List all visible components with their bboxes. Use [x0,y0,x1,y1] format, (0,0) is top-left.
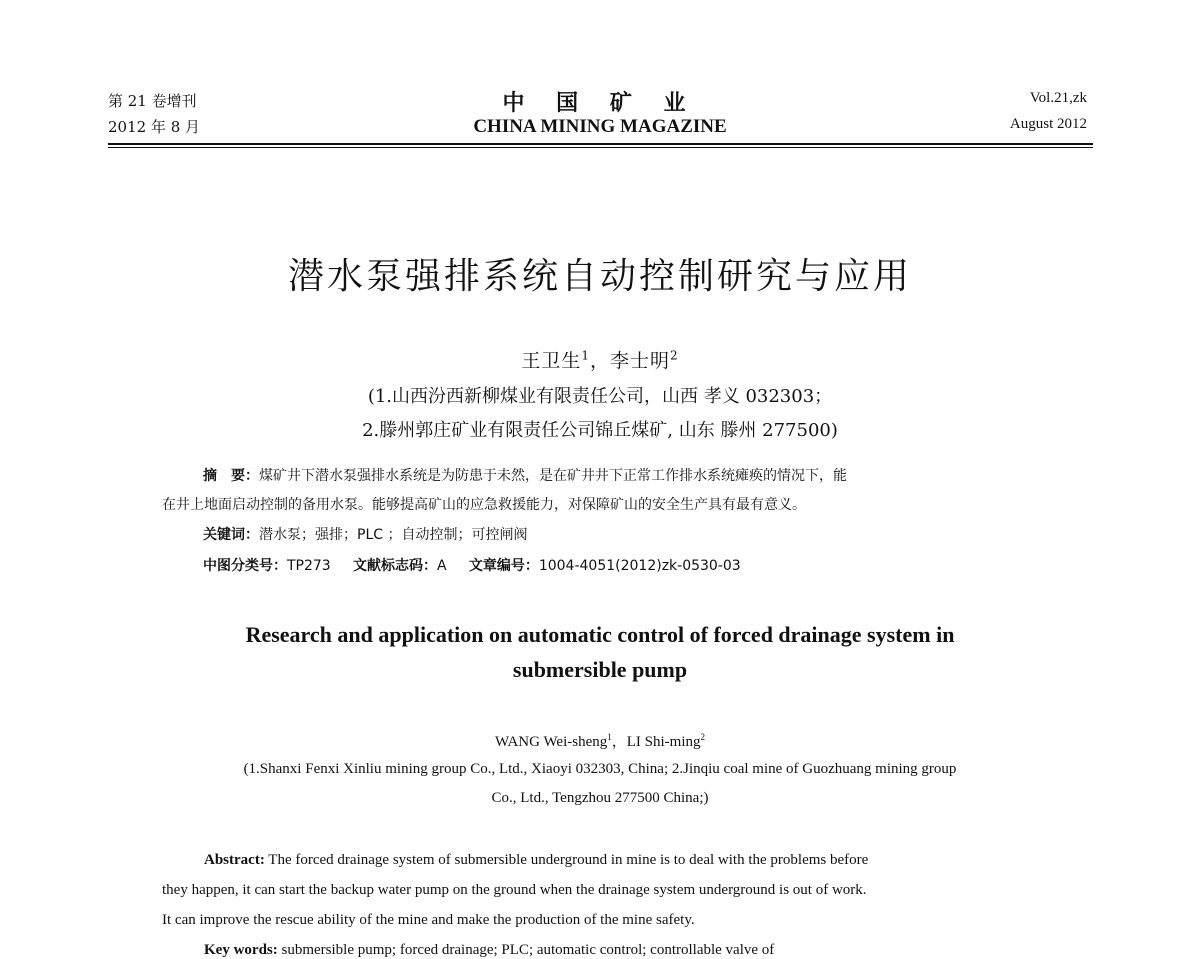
volume-issue: 第 21 卷增刊 [108,92,197,110]
paper-title-en-line2: submersible pump [512,657,688,682]
author-2-cn: 李士明 [610,350,671,372]
abstract-en-line1: Abstract: The forced drainage system of submersible underground in mine is to deal with the problems before [204,852,869,868]
clc-label: 中图分类号： [203,558,287,574]
volume-en: Vol.21,zk [1029,90,1087,106]
affiliation-cn-2: 2.滕州郭庄矿业有限责任公司锦丘煤矿, 山东 滕州 277500) [362,420,838,441]
date-en: August 2012 [1009,116,1087,132]
abstract-en-label: Abstract: [204,852,265,868]
keywords-cn-text: 潜水泵；强排；PLC ；自动控制；可控闸阀 [259,527,528,543]
author-2-affil-mark: 2 [670,348,679,363]
affiliation-en-1: (1.Shanxi Fenxi Xinliu mining group Co., Ltd., Xiaoyi 032303, China; 2.Jinqiu coal mine of Guozhuang mining group [243,761,957,777]
authors-cn [0,346,1200,373]
keywords-en [204,942,774,959]
author-separator: ， [589,350,610,372]
author-1-en: WANG Wei-sheng [494,734,608,750]
magazine-title-cn: 中 国 矿 业 [502,91,698,116]
authors-en: WANG Wei-sheng$^1$，LI Shi-ming$^2$ [494,732,705,750]
article-no-label: 文章编号： [468,558,539,574]
abstract-en-line2: they happen, it can start the backup water pump on the ground when the drainage system underground is out of work. [162,882,867,898]
paper-title-cn: 潜水泵强排系统自动控制研究与应用 [287,256,912,297]
affiliation-en-2: Co., Ltd., Tengzhou 277500 China;) [491,790,709,806]
affiliation-cn-1: (1.山西汾西新柳煤业有限责任公司，山西 孝义 032303； [367,386,833,407]
keywords-cn [203,524,527,544]
abstract-en-line3: It can improve the rescue ability of the mine and make the production of the mine safety. [162,912,695,928]
clc-value: TP273 [287,558,331,574]
abstract-cn-line2: 在井上地面启动控制的备用水泵。能够提高矿山的应急救援能力，对保障矿山的安全生产具有最有意义。 [162,497,806,513]
abstract-cn-line1: 摘 要：煤矿井下潜水泵强排水系统是为防患于未然，是在矿井井下正常工作排水系统瘫痪的情况下，能 [203,468,847,484]
author-2-en: LI Shi-ming [626,734,701,750]
header-rule-thin [108,147,1093,148]
doc-code-label: 文献标志码： [352,558,437,574]
header-rule-thick [108,143,1093,145]
keywords-en-label: Key words: [204,942,278,958]
author-1-cn: 王卫生 [521,350,582,372]
article-no-value: 1004-4051(2012)zk-0530-03 [538,558,741,574]
magazine-title-en: CHINA MINING MAGAZINE [473,116,727,137]
paper-title-en-line1: Research and application on automatic control of forced drainage system in [245,622,955,647]
classification-cn [203,555,741,575]
keywords-cn-label: 关键词： [203,527,259,543]
keywords-en-text: submersible pump; forced drainage; PLC; automatic control; controllable valve of [277,942,775,958]
author-1-affil-mark: 1 [581,348,590,363]
abstract-cn-label: 摘 要： [203,468,259,484]
doc-code-value: A [436,558,447,574]
publication-date: 2012 年 8 月 [108,118,201,136]
